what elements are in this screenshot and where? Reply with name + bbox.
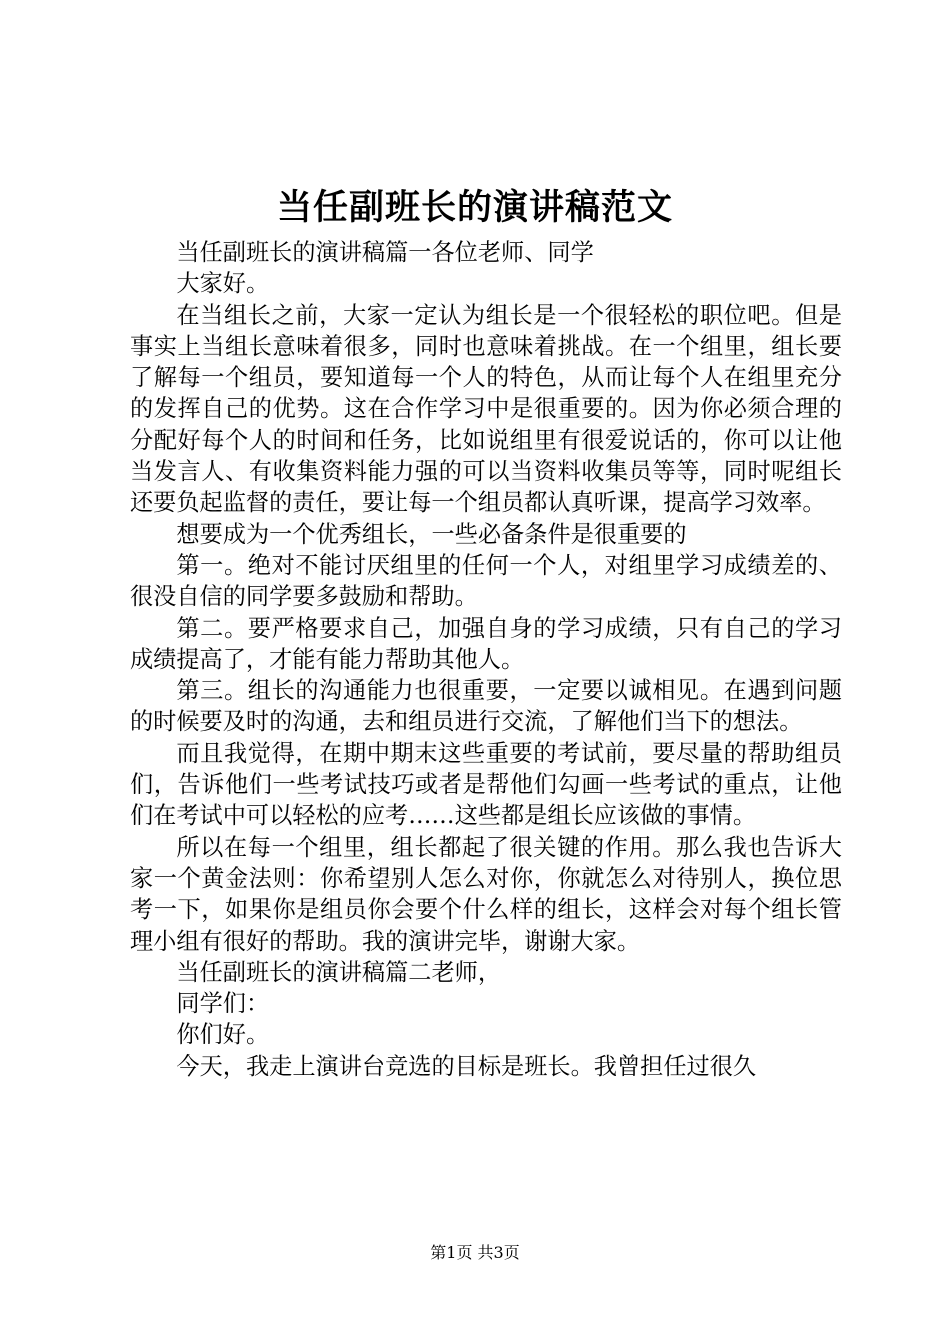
paragraph: 今天，我走上演讲台竞选的目标是班长。我曾担任过很久	[176, 1052, 757, 1080]
page-footer: 第1页 共3页	[430, 1243, 520, 1262]
document-body	[130, 237, 842, 1082]
paragraph: 所以在每一个组里，组长都起了很关键的作用。那么我也告诉大家一个黄金法则：你希望别人怎么对你，你就怎么对待别人，换位思考一下，如果你是组员你会要个什么样的组长，这样会对每个组长管理小组有很好的帮助。我的演讲完毕，谢谢大家。	[130, 833, 842, 955]
paragraph: 当任副班长的演讲稿篇二老师，	[176, 958, 502, 986]
paragraph: 想要成为一个优秀组长，一些必备条件是很重要的	[176, 520, 687, 548]
paragraph: 第三。组长的沟通能力也很重要，一定要以诚相见。在遇到问题的时候要及时的沟通，去和组员进行交流，了解他们当下的想法。	[130, 677, 842, 736]
document-title: 当任副班长的演讲稿范文	[276, 187, 673, 228]
paragraph: 在当组长之前，大家一定认为组长是一个很轻松的职位吧。但是事实上当组长意味着很多，同时也意味着挑战。在一个组里，组长要了解每一个组员，要知道每一个人的特色，从而让每个人在组里充分的发挥自己的优势。这在合作学习中是很重要的。因为你必须合理的分配好每个人的时间和任务，比如说组里有很爱说话的，你可以让他当发言人、有收集资料能力强的可以当资料收集员等等，同时呢组长还要负起监督的责任，要让每一个组员都认真听课，提高学习效率。	[130, 301, 842, 517]
paragraph: 当任副班长的演讲稿篇一各位老师、同学	[176, 239, 594, 266]
paragraph: 第二。要严格要求自己，加强自身的学习成绩，只有自己的学习成绩提高了，才能有能力帮助其他人。	[130, 614, 842, 673]
paragraph: 而且我觉得，在期中期末这些重要的考试前，要尽量的帮助组员们，告诉他们一些考试技巧或者是帮他们勾画一些考试的重点，让他们在考试中可以轻松的应考……这些都是组长应该做的事情。	[130, 739, 842, 830]
paragraph: 第一。绝对不能讨厌组里的任何一个人，对组里学习成绩差的、很没自信的同学要多鼓励和帮助。	[130, 551, 842, 611]
paragraph: 大家好。	[176, 270, 270, 298]
paragraph: 你们好。	[176, 1021, 270, 1049]
paragraph: 同学们：	[176, 990, 270, 1018]
